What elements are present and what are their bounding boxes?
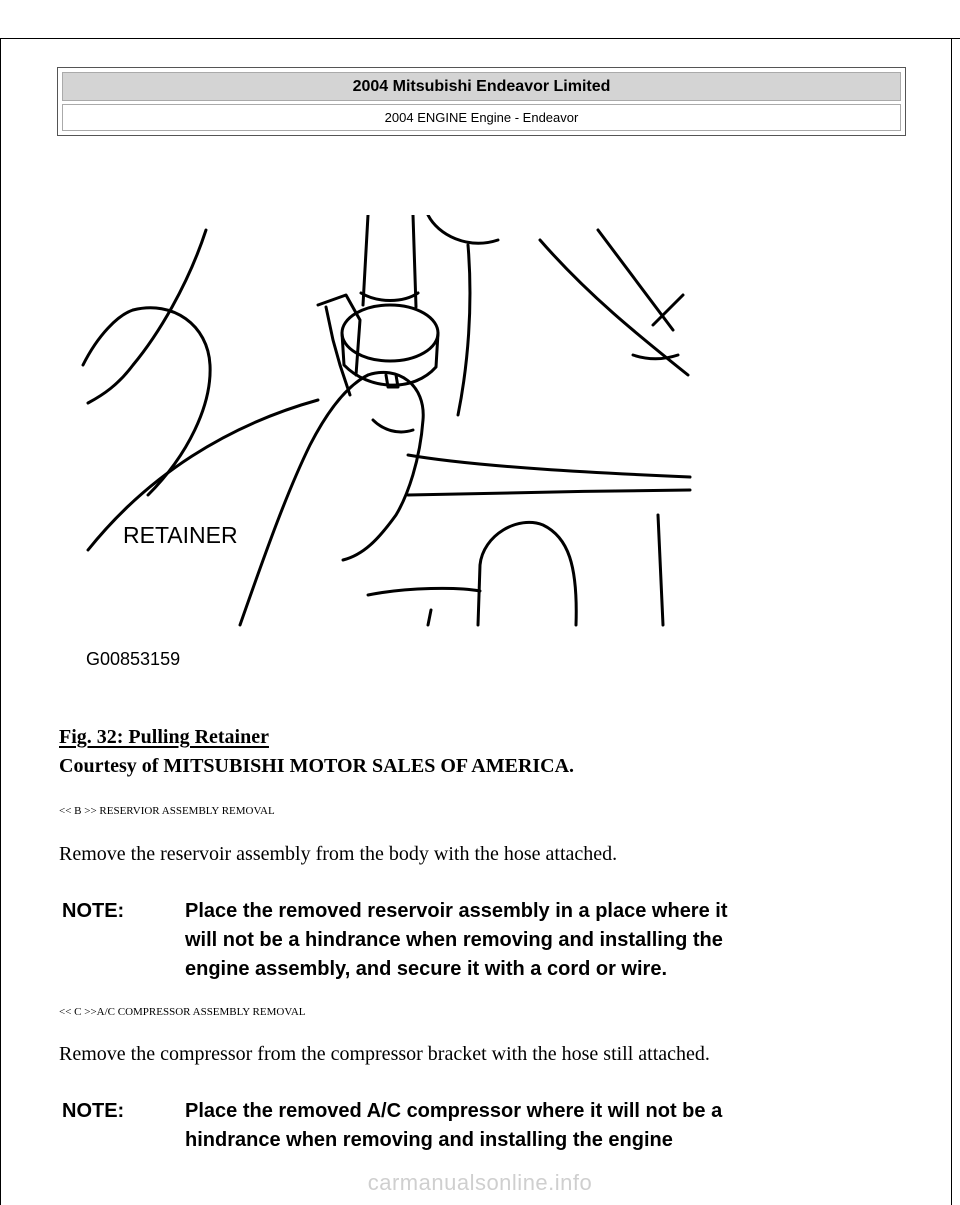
watermark: carmanualsonline.info (367, 1170, 593, 1195)
upper-right-bracket (428, 215, 498, 243)
hand-left-edge (240, 375, 368, 625)
note-block-c (62, 1097, 922, 1157)
pipe-left-edge (363, 215, 368, 305)
finger-outline (343, 372, 423, 560)
note-text (185, 897, 905, 984)
left-crossing-line (88, 230, 206, 403)
right-vertical-edge (658, 515, 663, 625)
note-line: Place the removed reservoir assembly in a place where it (185, 900, 728, 922)
page-border-right (951, 38, 952, 1205)
note-label: NOTE: (62, 900, 125, 922)
note-line: Place the removed A/C compressor where it will not be a (185, 1100, 723, 1122)
figure-pulling-retainer (78, 215, 718, 675)
note-label: NOTE: (62, 1100, 125, 1122)
note-text (185, 1097, 905, 1155)
note-line: will not be a hindrance when removing and installing the (185, 929, 723, 951)
pipe-band (361, 293, 418, 301)
section-body-c: Remove the compressor from the compressor bracket with the hose still attached. (59, 1043, 710, 1065)
header-subtitle: 2004 ENGINE Engine - Endeavor (62, 104, 901, 131)
horizontal-bar-top (408, 455, 690, 477)
note-line: hindrance when removing and installing the engine (185, 1129, 673, 1151)
lower-left-contour (368, 588, 480, 595)
section-body-b: Remove the reservoir assembly from the body with the hose attached. (59, 843, 618, 865)
header-title: 2004 Mitsubishi Endeavor Limited (62, 72, 901, 101)
section-heading-b: << B >> RESERVIOR ASSEMBLY REMOVAL (59, 805, 275, 817)
figure-code: G00853159 (86, 649, 181, 669)
note-line: engine assembly, and secure it with a cord or wire. (185, 958, 668, 980)
document-header (57, 67, 906, 136)
hose-band (633, 355, 678, 359)
right-pipe-edge (458, 245, 470, 415)
right-diagonal-line (540, 240, 688, 375)
callout-label-retainer: RETAINER (123, 522, 238, 548)
lower-tick (428, 610, 431, 625)
fingernail (373, 420, 413, 432)
figure-caption-courtesy: Courtesy of MITSUBISHI MOTOR SALES OF AMERICA. (59, 755, 575, 777)
figure-caption-title: Fig. 32: Pulling Retainer (59, 726, 269, 748)
page-border-top (0, 38, 960, 39)
lower-round-part (478, 522, 576, 625)
page-border-left (0, 38, 1, 1205)
note-block-b (62, 897, 922, 987)
section-heading-c: << C >>A/C COMPRESSOR ASSEMBLY REMOVAL (59, 1006, 306, 1018)
left-body-outline (133, 308, 210, 495)
left-body-top-line (83, 310, 133, 365)
horizontal-bar-bottom (408, 490, 690, 495)
